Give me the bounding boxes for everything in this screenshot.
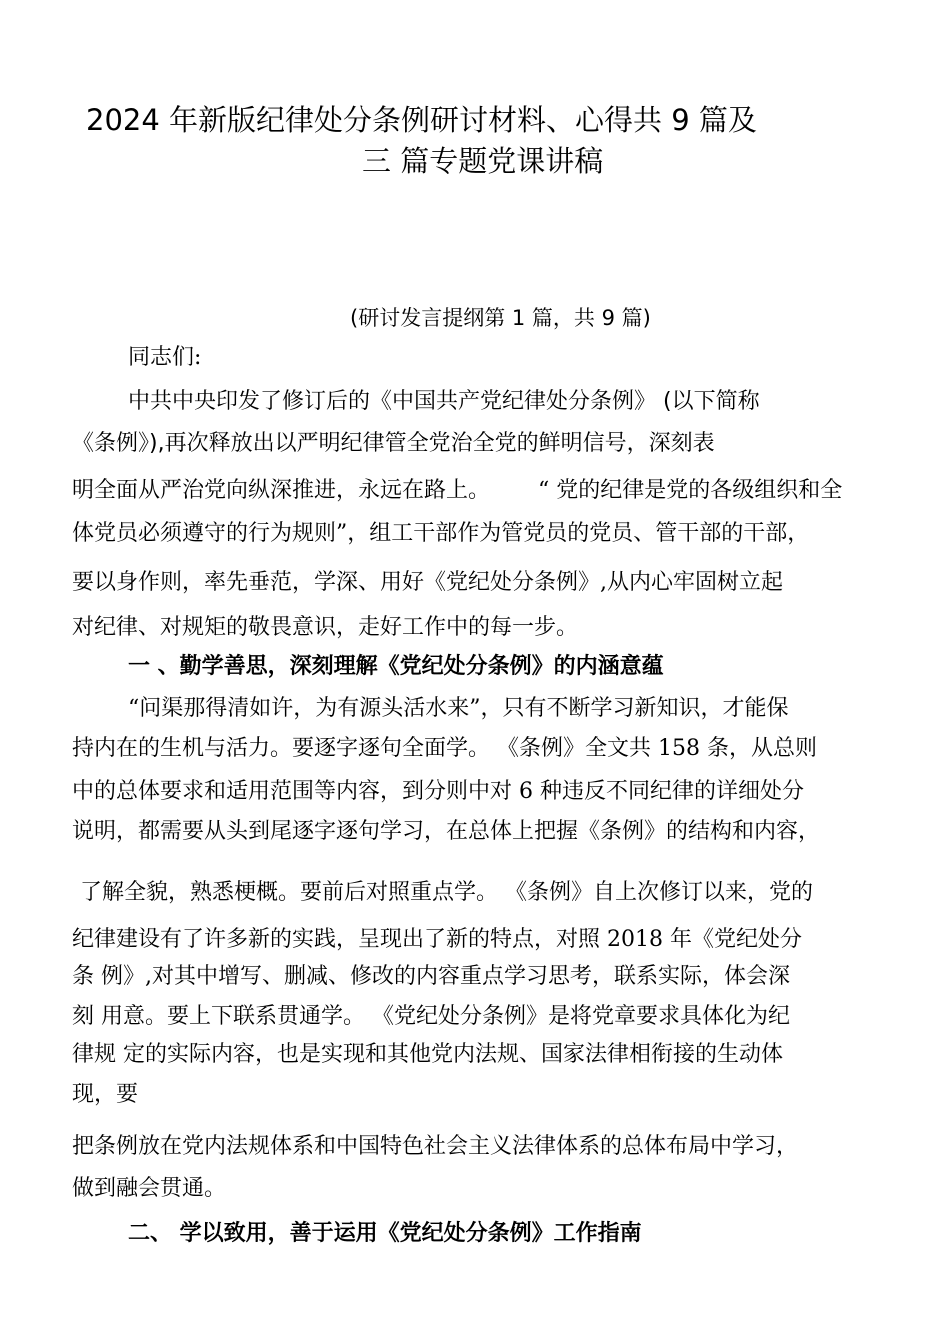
paragraph-2-line-10: 现，要 <box>72 1082 139 1107</box>
paragraph-2-line-6: 纪律建设有了许多新的实践，呈现出了新的特点，对照 2018 年《党纪处分 <box>72 927 802 952</box>
paragraph-2-line-5: 了解全貌，熟悉梗概。要前后对照重点学。 《条例》自上次修订以来，党的 <box>80 880 813 905</box>
paragraph-3-line-1: 把条例放在党内法规体系和中国特色社会主义法律体系的总体布局中学习， <box>72 1134 799 1159</box>
document-title-line-1: 2024 年新版纪律处分条例研讨材料、心得共 9 篇及 <box>86 103 757 137</box>
paragraph-1-line-6: 对纪律、对规矩的敬畏意识，走好工作中的每一步。 <box>72 615 579 640</box>
paragraph-1-line-2: 《条例》),再次释放出以严明纪律管全党治全党的鲜明信号，深刻表 <box>72 431 715 456</box>
section-heading-1: 一 、勤学善思，深刻理解《党纪处分条例》的内涵意蕴 <box>128 654 664 679</box>
salutation: 同志们: <box>128 345 202 370</box>
paragraph-1-line-1: 中共中央印发了修订后的《中国共产党纪律处分条例》 (以下简称 <box>128 389 760 414</box>
paragraph-2-line-7: 条 例》,对其中增写、删减、修改的内容重点学习思考，联系实际，体会深 <box>72 964 790 989</box>
section-heading-2: 二、 学以致用，善于运用《党纪处分条例》工作指南 <box>128 1221 642 1246</box>
paragraph-1-line-4: 体党员必须遵守的行为规则”，组工干部作为管党员的党员、管干部的干部， <box>72 521 810 546</box>
paragraph-2-line-9: 律规 定的实际内容，也是实现和其他党内法规、国家法律相衔接的生动体 <box>72 1042 783 1067</box>
paragraph-2-line-2: 持内在的生机与活力。要逐字逐句全面学。 《条例》全文共 158 条，从总则 <box>72 736 817 761</box>
paragraph-2-line-4: 说明，都需要从头到尾逐字逐句学习，在总体上把握《条例》的结构和内容， <box>72 819 821 844</box>
paragraph-2-line-3: 中的总体要求和适用范围等内容，到分则中对 6 种违反不同纪律的详细处分 <box>72 779 804 804</box>
paragraph-1-line-3b: “ 党的纪律是党的各级组织和全 <box>538 478 843 503</box>
document-title-line-2: 三 篇专题党课讲稿 <box>362 144 604 178</box>
paragraph-2-line-8: 刻 用意。要上下联系贯通学。 《党纪处分条例》是将党章要求具体化为纪 <box>72 1004 790 1029</box>
paragraph-1-line-5: 要以身作则，率先垂范，学深、用好《党纪处分条例》,从内心牢固树立起 <box>72 570 783 595</box>
paragraph-3-line-2: 做到融会贯通。 <box>72 1176 227 1201</box>
document-subtitle: (研讨发言提纲第 1 篇，共 9 篇) <box>350 306 651 330</box>
paragraph-1-line-3a: 明全面从严治党向纵深推进，永远在路上。 <box>72 478 491 503</box>
paragraph-2-line-1: “问渠那得清如许，为有源头活水来”，只有不断学习新知识，才能保 <box>128 696 789 721</box>
